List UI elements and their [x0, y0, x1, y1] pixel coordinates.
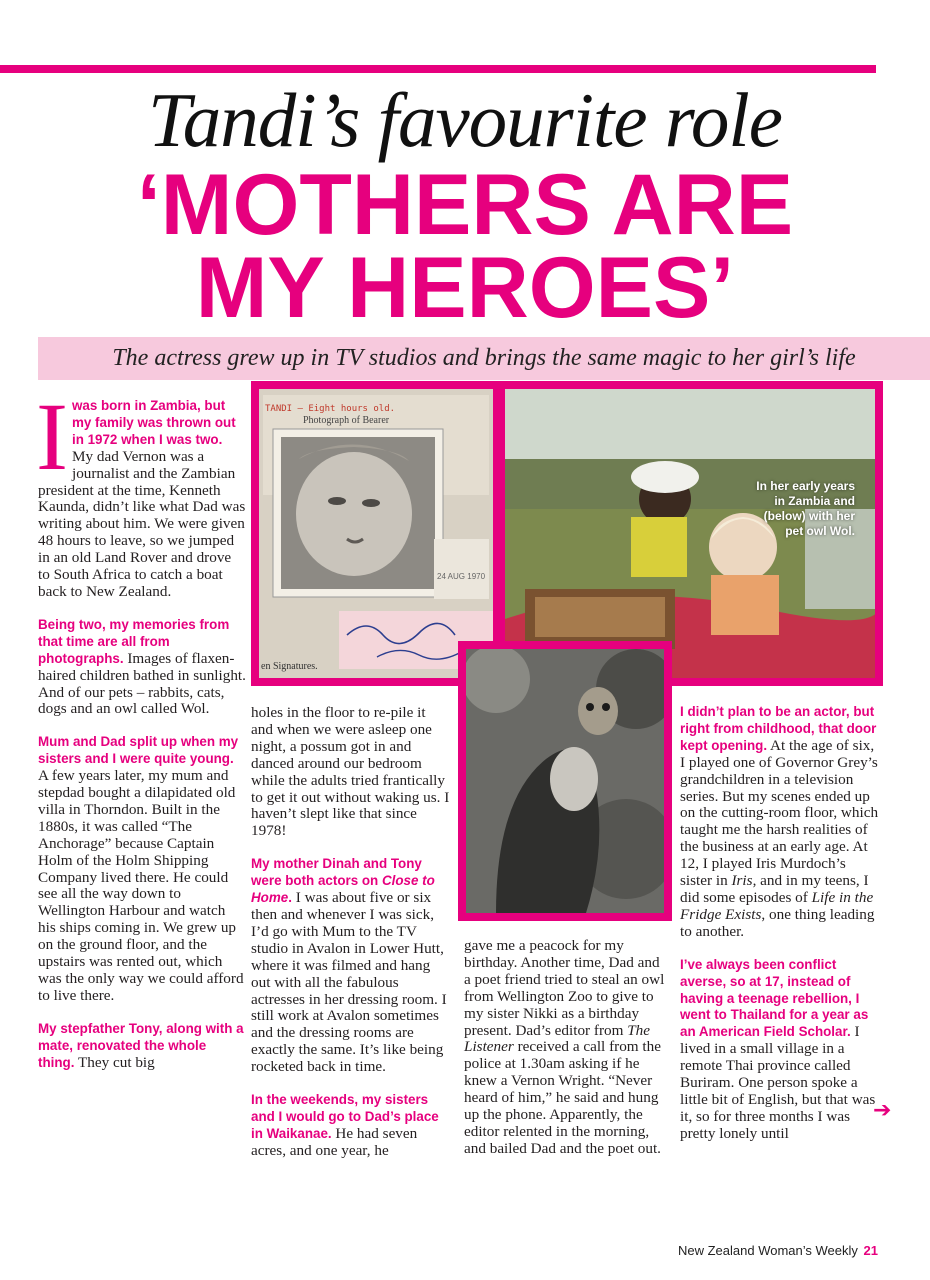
paragraph [680, 957, 880, 1143]
page-number: 21 [863, 1243, 878, 1258]
drop-cap: I [36, 383, 68, 490]
photo-caption: In her early years in Zambia and (below) with her pet owl Wol. [756, 479, 855, 538]
paragraph [464, 938, 668, 1158]
body-text: , and in my teens, I did some episodes of [680, 872, 869, 906]
body-text: At the age of six, I played one of Governor Grey’s grandchildren in a television series. But my scenes ended up on the cutting-room floor, which taught me the harsh realities of the business at an early age. At 12, I played Iris Murdoch’s sister in [680, 736, 879, 890]
article-column-2 [251, 705, 451, 1176]
body-text: They cut big [74, 1053, 155, 1071]
passport-handwriting: TANDI – Eight hours old. [265, 404, 396, 414]
passport-photo-illustration [259, 389, 493, 678]
lead-in-title: Close to Home [251, 873, 435, 906]
article-column-4 [680, 704, 880, 1159]
body-text-italic: The Listener [464, 1021, 651, 1056]
publication-name: New Zealand Woman’s Weekly [677, 1243, 858, 1258]
body-text: received a call from the police at 1.30am asking if he knew a Vernon Wright. “Never heard of him,” he said and hung up the phone. Apparently, the editor relented in the morning, and bailed Dad and the poet out. [464, 1038, 661, 1157]
body-text: , one thing leading to another. [680, 905, 875, 940]
page-footer [678, 1243, 878, 1258]
paragraph [251, 1092, 451, 1160]
lead-in: My stepfather Tony, along with a mate, renovated the whole thing. [38, 1020, 244, 1070]
body-text: I lived in a small village in a remote Thai province called Buriram. One person spoke a little bit of English, but that was it, so for three months I was pretty lonely until [680, 1023, 876, 1142]
paragraph [36, 383, 246, 601]
lead-in: Being two, my memories from that time are all from photographs. [38, 616, 230, 666]
passport-label: Photograph of Bearer [303, 415, 390, 426]
kicker: Tandi’s favourite role [147, 77, 782, 163]
passport-stamp: 24 AUG 1970 [437, 572, 486, 581]
paragraph [38, 617, 246, 718]
body-text: Images of flaxen-haired children bathed in sunlight. And of our pets – rabbits, cats, dogs and an owl called Wol. [38, 649, 246, 718]
continue-arrow: ➔ [873, 1098, 892, 1123]
paragraph [38, 734, 246, 1005]
headline-line-2: MY HEROES’ [195, 240, 735, 336]
body-text: A few years later, my mum and stepdad bought a dilapidated old villa in Thorndon. Built in the 1880s, it was called “The Anchorage” because Captain Holm of the Holm Shipping Company lived there. He could see all the way down to Wellington Harbour and watch his ships coming in. We grew up on the ground floor, and the upstairs was rented out, which was the only way we could afford to live there. [38, 767, 244, 1004]
owl-photo-illustration [466, 649, 664, 913]
body-text: holes in the floor to re-pile it and when we were asleep one night, a possum got in and danced around our bedroom while the adults tried frantically to get it out without waking us. I haven’t slept like that since 1978! [251, 704, 450, 840]
paragraph [38, 1021, 246, 1072]
top-rule [0, 65, 876, 73]
body-text: I was about five or six then and whenever I was sick, I’d go with Mum to the TV studio in Avalon in Lower Hutt, where it was filmed and hang out with all the fabulous actresses in her dressing room. I still work at Avalon sometimes and the dressing rooms are exactly the same. It’s like being rocketed back in time. [251, 889, 447, 1076]
lead-in: My mother Dinah and Tony were both actors on [251, 856, 422, 889]
lead-in-end: . [288, 890, 292, 906]
lead-in: Mum and Dad split up when my sisters and I were quite young. [38, 734, 239, 767]
body-text-italic: Life in the Fridge Exists [680, 888, 874, 923]
body-text: He had seven acres, and one year, he [251, 1124, 418, 1159]
lead-in: I’ve always been conflict averse, so at 17, instead of having a teenage rebellion, I went to Thailand for a year as an American Field Scholar. [680, 956, 869, 1040]
body-text: My dad Vernon was a journalist and the Zambian president at the time, Kenneth Kaunda, didn’t like what Dad was writing about him. We were given 48 hours to leave, so we jumped in an old Land Rover and drove to South Africa to catch a boat back to New Zealand. [38, 447, 246, 600]
passport-signature-label: en Signatures. [261, 661, 318, 672]
paragraph [680, 704, 880, 941]
paragraph [251, 856, 451, 1076]
body-text-italic: Iris [731, 872, 753, 890]
lead-in: In the weekends, my sisters and I would go to Dad’s place in Waikanae. [251, 1092, 439, 1141]
headline-line-1: ‘MOTHERS ARE [136, 157, 794, 253]
lead-in: I didn’t plan to be an actor, but right from childhood, that door kept opening. [680, 704, 877, 753]
paragraph [251, 705, 451, 840]
owl-photo [458, 641, 672, 921]
article-column-1 [36, 383, 246, 1088]
body-text: gave me a peacock for my birthday. Another time, Dad and a poet friend tried to steal an owl from Wellington Zoo to give to my sister Nikki as a birthday present. Dad’s editor from [464, 937, 665, 1039]
standfirst: The actress grew up in TV studios and brings the same magic to her girl’s life [112, 345, 856, 371]
lead-in: was born in Zambia, but my family was thrown out in 1972 when I was two. [71, 398, 236, 447]
article-column-3 [464, 938, 668, 1174]
